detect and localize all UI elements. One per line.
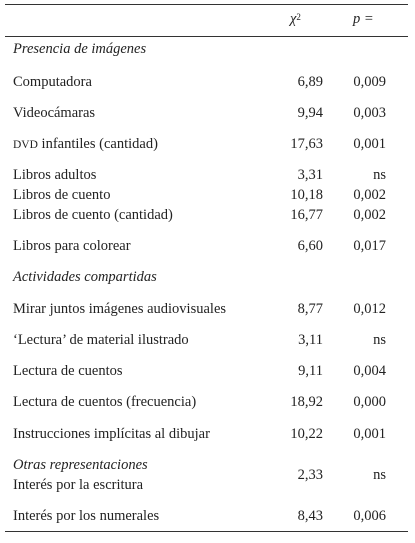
section-title: Actividades compartidas — [13, 269, 157, 285]
top-rule — [5, 4, 408, 5]
p-value: 0,001 — [353, 426, 386, 442]
row-label: Lectura de cuentos (frecuencia) — [13, 394, 197, 410]
section-title: Otras representaciones — [13, 457, 148, 473]
row-label: Libros adultos — [13, 167, 97, 183]
p-value-header: p = — [353, 11, 374, 27]
chi-value: 8,77 — [297, 301, 323, 317]
p-value: 0,009 — [353, 74, 386, 90]
chi-value: 9,11 — [298, 363, 323, 379]
p-value: 0,003 — [353, 105, 386, 121]
chi-value: 3,11 — [298, 332, 323, 348]
p-value: 0,006 — [353, 508, 386, 524]
chi-value: 10,18 — [290, 187, 323, 203]
row-label: Mirar juntos imágenes audiovisuales — [13, 301, 227, 317]
chi-value: 8,43 — [297, 508, 323, 524]
p-value: ns — [373, 167, 386, 183]
p-value: 0,017 — [353, 238, 386, 254]
row-label: ‘Lectura’ de material ilustrado — [13, 332, 189, 348]
section-title: Presencia de imágenes — [13, 41, 147, 57]
bottom-rule — [5, 531, 408, 532]
chi-value: 17,63 — [290, 136, 323, 152]
row-label-abbrev: DVD — [13, 139, 38, 151]
chi-value: 2,33 — [297, 467, 323, 483]
p-value: 0,002 — [353, 187, 386, 203]
row-label: Libros para colorear — [13, 238, 131, 254]
chi-value: 6,89 — [297, 74, 323, 90]
chi-value: 16,77 — [290, 207, 323, 223]
chi-value: 3,31 — [297, 167, 323, 183]
row-label: Interés por los numerales — [13, 508, 160, 524]
row-label: Computadora — [13, 74, 92, 90]
row-label: Libros de cuento — [13, 187, 111, 203]
chi-value: 18,92 — [290, 394, 323, 410]
row-label: Interés por la escritura — [13, 477, 144, 493]
p-value: 0,002 — [353, 207, 386, 223]
row-label: Lectura de cuentos — [13, 363, 123, 379]
row-label-rest: infantiles (cantidad) — [41, 136, 158, 152]
p-value: 0,012 — [353, 301, 386, 317]
p-value: ns — [373, 467, 386, 483]
chi-square-header: $\chi^2$ — [290, 11, 301, 27]
p-value: 0,000 — [353, 394, 386, 410]
p-value: ns — [373, 332, 386, 348]
row-label — [13, 135, 158, 154]
chi-value: 6,60 — [297, 238, 323, 254]
row-label: Libros de cuento (cantidad) — [13, 207, 173, 223]
row-label: Instrucciones implícitas al dibujar — [13, 426, 210, 442]
p-value: 0,001 — [353, 136, 386, 152]
header-rule — [5, 36, 408, 37]
p-value: 0,004 — [353, 363, 386, 379]
chi-value: 9,94 — [297, 105, 323, 121]
chi-value: 10,22 — [290, 426, 323, 442]
row-label: Videocámaras — [13, 105, 96, 121]
